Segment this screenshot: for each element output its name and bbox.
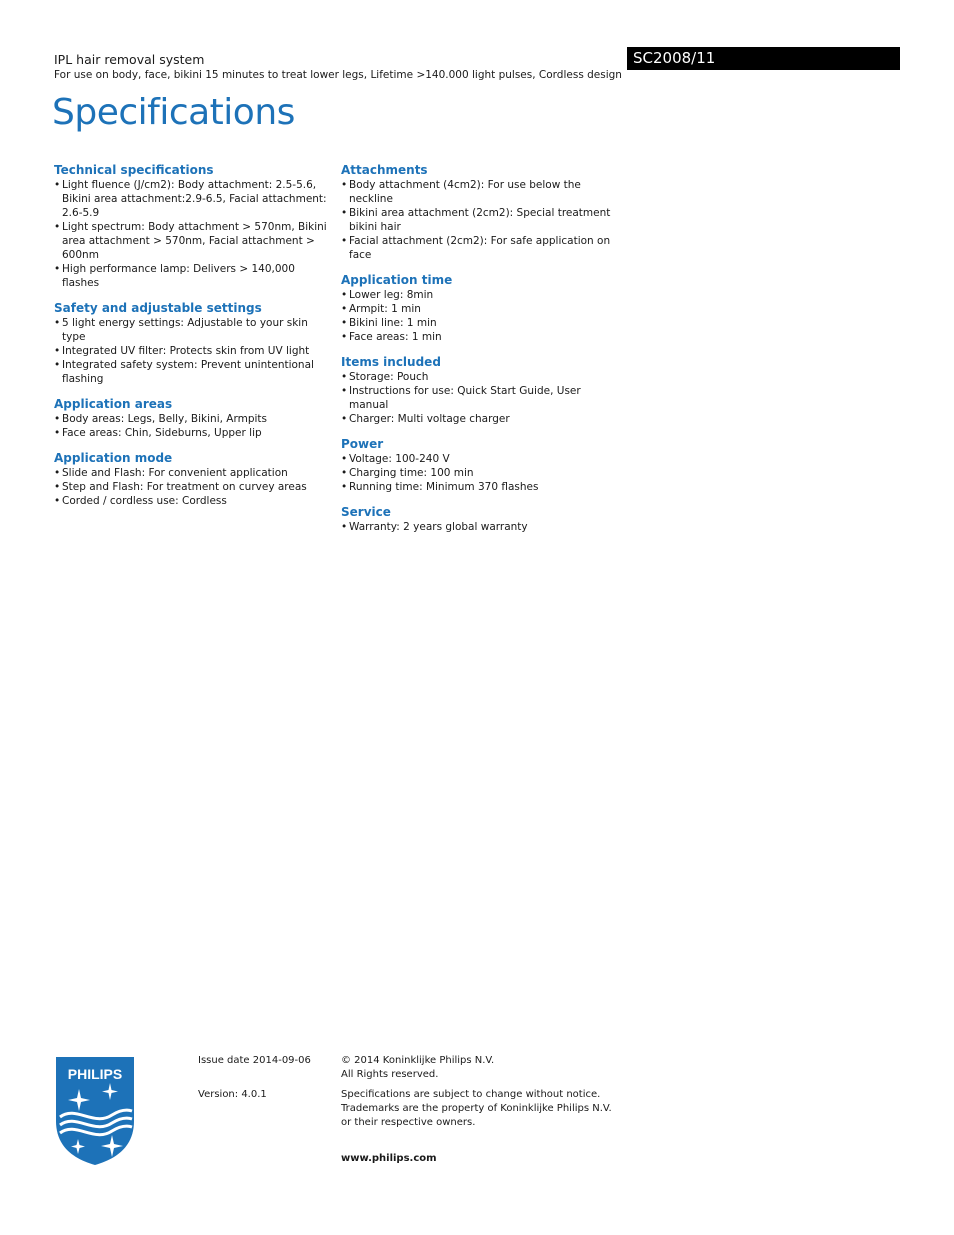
spec-item: • Charging time: 100 min (341, 466, 616, 480)
spec-item: • Armpit: 1 min (341, 302, 616, 316)
section-title: Safety and adjustable settings (54, 301, 262, 315)
spec-item: • Facial attachment (2cm2): For safe application on face (341, 234, 616, 262)
spec-item: • Integrated safety system: Prevent unintentional flashing (54, 358, 329, 386)
spec-item: • Body attachment (4cm2): For use below the neckline (341, 178, 616, 206)
section-title: Items included (341, 355, 441, 369)
spec-item: • Light fluence (J/cm2): Body attachment: 2.5-5.6, Bikini area attachment:2.9-6.5, Facial attachment: 2.6-5.9 (54, 178, 329, 220)
philips-shield-icon (54, 1055, 136, 1167)
spec-section (341, 437, 616, 494)
spec-section (341, 163, 616, 262)
spec-section (54, 163, 329, 290)
spec-item: • Face areas: Chin, Sideburns, Upper lip (54, 426, 329, 440)
copyright-line: All Rights reserved. (341, 1069, 439, 1080)
copyright-line: © 2014 Koninklijke Philips N.V. (341, 1055, 495, 1066)
spec-item: • Lower leg: 8min (341, 288, 616, 302)
website-link[interactable]: www.philips.com (341, 1153, 437, 1164)
section-title: Application mode (54, 451, 173, 465)
spec-section (54, 451, 329, 508)
spec-column-left (54, 163, 329, 519)
spec-section (54, 301, 329, 386)
spec-section (341, 273, 616, 344)
spec-item: • Face areas: 1 min (341, 330, 616, 344)
spec-item: • 5 light energy settings: Adjustable to your skin type (54, 316, 329, 344)
legal-notice (341, 1088, 612, 1130)
section-title: Attachments (341, 163, 428, 177)
spec-item: • Body areas: Legs, Belly, Bikini, Armpits (54, 412, 329, 426)
notice-line: Specifications are subject to change without notice. (341, 1089, 601, 1100)
spec-list (54, 178, 329, 290)
spec-section (54, 397, 329, 440)
spec-item: • Integrated UV filter: Protects skin from UV light (54, 344, 329, 358)
section-title: Technical specifications (54, 163, 214, 177)
model-number-badge: SC2008/11 (627, 47, 900, 70)
section-title: Power (341, 437, 384, 451)
issue-date: Issue date 2014-09-06 (198, 1055, 311, 1066)
product-description: For use on body, face, bikini 15 minutes to treat lower legs, Lifetime >140.000 light pulses, Cordless design (54, 69, 622, 81)
spec-section (341, 355, 616, 426)
spec-list (341, 520, 616, 534)
spec-list (341, 178, 616, 262)
copyright-notice (341, 1054, 494, 1082)
spec-section (341, 505, 616, 534)
spec-item: • Corded / cordless use: Cordless (54, 494, 329, 508)
spec-list (54, 466, 329, 508)
spec-item: • High performance lamp: Delivers > 140,000 flashes (54, 262, 329, 290)
logo-text: PHILIPS (67, 1066, 123, 1082)
version-number: Version: 4.0.1 (198, 1089, 267, 1100)
spec-item: • Slide and Flash: For convenient application (54, 466, 329, 480)
spec-list (54, 316, 329, 386)
spec-item: • Charger: Multi voltage charger (341, 412, 616, 426)
spec-item: • Voltage: 100-240 V (341, 452, 616, 466)
spec-list (341, 452, 616, 494)
spec-item: • Light spectrum: Body attachment > 570nm, Bikini area attachment > 570nm, Facial attachment > 600nm (54, 220, 329, 262)
spec-item: • Warranty: 2 years global warranty (341, 520, 616, 534)
spec-item: • Bikini area attachment (2cm2): Special treatment bikini hair (341, 206, 616, 234)
spec-column-right (341, 163, 616, 545)
page-title: Specifications (52, 92, 295, 133)
notice-line: or their respective owners. (341, 1117, 476, 1128)
spec-list (341, 288, 616, 344)
section-title: Application time (341, 273, 453, 287)
spec-item: • Running time: Minimum 370 flashes (341, 480, 616, 494)
spec-item: • Storage: Pouch (341, 370, 616, 384)
spec-item: • Instructions for use: Quick Start Guide, User manual (341, 384, 616, 412)
spec-list (54, 412, 329, 440)
spec-item: • Step and Flash: For treatment on curvey areas (54, 480, 329, 494)
section-title: Service (341, 505, 391, 519)
section-title: Application areas (54, 397, 173, 411)
spec-list (341, 370, 616, 426)
product-name: IPL hair removal system (54, 52, 205, 67)
notice-line: Trademarks are the property of Koninklijke Philips N.V. (341, 1103, 612, 1114)
spec-item: • Bikini line: 1 min (341, 316, 616, 330)
